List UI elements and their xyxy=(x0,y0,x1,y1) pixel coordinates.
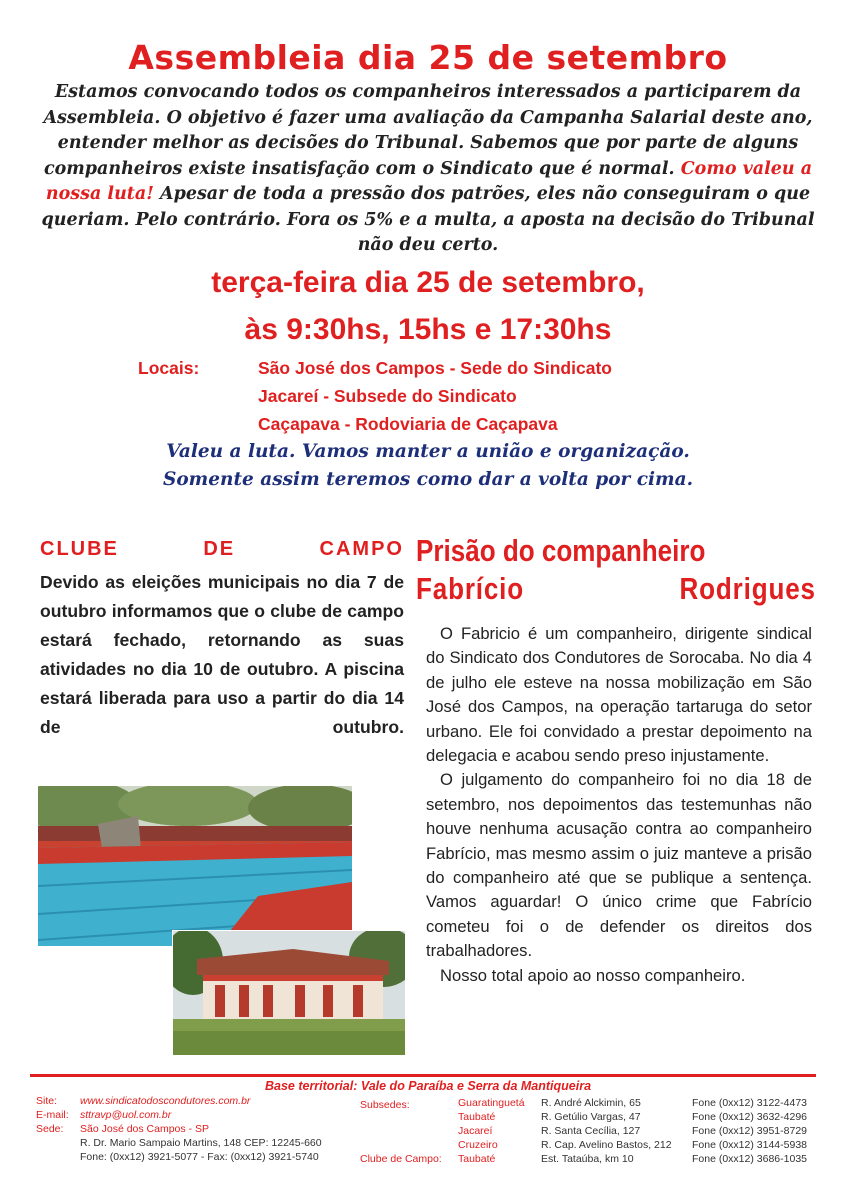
site-label: Site: xyxy=(36,1095,58,1107)
branch-phone: Fone (0xx12) 3686-1035 xyxy=(692,1153,807,1165)
intro-paragraph xyxy=(40,80,816,259)
meeting-times: às 9:30hs, 15hs e 17:30hs xyxy=(244,313,612,346)
prisao-paragraph: O Fabricio é um companheiro, dirigente sindical do Sindicato dos Condutores de Sorocaba. No dia 4 de julho ele esteve na nossa mobilização em São José dos Campos, na operação tartaruga do setor urbano. Ele foi convidado a prestar depoimento na delegacia e acabou sendo preso injustamente. xyxy=(426,624,812,766)
branch-address: R. André Alckimin, 65 xyxy=(541,1097,641,1109)
intro-highlight: Como valeu a nossa luta! xyxy=(45,158,813,204)
branch-city: Guaratinguetá xyxy=(458,1097,525,1109)
branch-phone: Fone (0xx12) 3951-8729 xyxy=(692,1125,807,1137)
intro-text-continued: Apesar de toda a pressão dos patrões, eles não conseguiram o que queriam. Pelo contrário. Fora os 5% e a multa, a aposta na decisão do Tribunal não deu certo. xyxy=(41,184,815,255)
branch-city: Taubaté xyxy=(458,1153,496,1165)
locations-label: Locais: xyxy=(138,358,200,378)
pool-photo xyxy=(38,786,352,946)
sede-address: R. Dr. Mario Sampaio Martins, 148 CEP: 12245-660 xyxy=(80,1137,322,1149)
page-headline: Assembleia dia 25 de setembro xyxy=(128,38,728,77)
closing-line: Valeu a luta. Vamos manter a união e organização. xyxy=(166,441,690,462)
footer-title: Base territorial: Vale do Paraíba e Serra da Mantiqueira xyxy=(264,1079,592,1093)
branch-city: Cruzeiro xyxy=(458,1139,498,1151)
location-item: Caçapava - Rodoviaria de Caçapava xyxy=(258,414,558,434)
branch-address: Est. Tataúba, km 10 xyxy=(541,1153,634,1165)
closing-line: Somente assim teremos como dar a volta por cima. xyxy=(162,469,694,490)
subsedes-label: Subsedes: xyxy=(360,1099,410,1111)
clube-text: Devido as eleições municipais no dia 7 de outubro informamos que o clube de campo estará fechado, retornando as suas atividades no dia 10 de outubro. A piscina estará liberada para uso a partir do dia 14 de outubro. xyxy=(40,572,404,737)
prisao-paragraph: O julgamento do companheiro foi no dia 18 de setembro, nos depoimentos das testemunhas não houve nenhuma acusação contra ao companheiro Fabrício, mas mesmo assim o juiz manteve a prisão do companheiro até que se publique a sentença. Vamos aguardar! O único crime que Fabrício cometeu foi o de defender os direitos dos trabalhadores. xyxy=(426,770,812,961)
prisao-body xyxy=(426,622,812,988)
meeting-date: terça-feira dia 25 de setembro, xyxy=(211,266,645,299)
branch-address: R. Santa Cecília, 127 xyxy=(541,1125,641,1137)
branch-city: Taubaté xyxy=(458,1111,496,1123)
branch-phone: Fone (0xx12) 3144-5938 xyxy=(692,1139,807,1151)
clube-campo-label: Clube de Campo: xyxy=(360,1153,442,1165)
sede-phone: Fone: (0xx12) 3921-5077 - Fax: (0xx12) 3921-5740 xyxy=(80,1151,319,1163)
branch-phone: Fone (0xx12) 3122-4473 xyxy=(692,1097,807,1109)
site-link[interactable]: www.sindicatodoscondutores.com.br xyxy=(80,1095,251,1107)
prisao-title-line: Fabrício Rodrigues xyxy=(416,571,816,606)
sede-label: Sede: xyxy=(36,1123,64,1135)
prisao-title xyxy=(416,532,816,608)
branch-address: R. Cap. Avelino Bastos, 212 xyxy=(541,1139,672,1151)
prisao-paragraph: Nosso total apoio ao nosso companheiro. xyxy=(440,965,746,985)
branch-city: Jacareí xyxy=(458,1125,493,1137)
email-label: E-mail: xyxy=(36,1109,69,1121)
branch-phone: Fone (0xx12) 3632-4296 xyxy=(692,1111,807,1123)
location-item: São José dos Campos - Sede do Sindicato xyxy=(258,358,612,378)
branch-address: R. Getúlio Vargas, 47 xyxy=(541,1111,641,1123)
sede-city: São José dos Campos - SP xyxy=(80,1123,209,1135)
location-item: Jacareí - Subsede do Sindicato xyxy=(258,386,517,406)
prisao-title-line: Prisão do companheiro xyxy=(416,533,706,568)
house-photo xyxy=(172,930,406,1056)
footer-divider xyxy=(30,1074,816,1077)
intro-text: Estamos convocando todos os companheiros interessados a participarem da Assembleia. O objetivo é fazer uma avaliação da Campanha Salarial deste ano, entender melhor as decisões do Tribunal. Sabemos que por parte de alguns companheiros existe insatisfação com o Sindicato que é normal. xyxy=(43,82,813,179)
email-link[interactable]: sttravp@uol.com.br xyxy=(80,1109,172,1121)
clube-heading: CLUBE DE CAMPO xyxy=(40,538,404,560)
